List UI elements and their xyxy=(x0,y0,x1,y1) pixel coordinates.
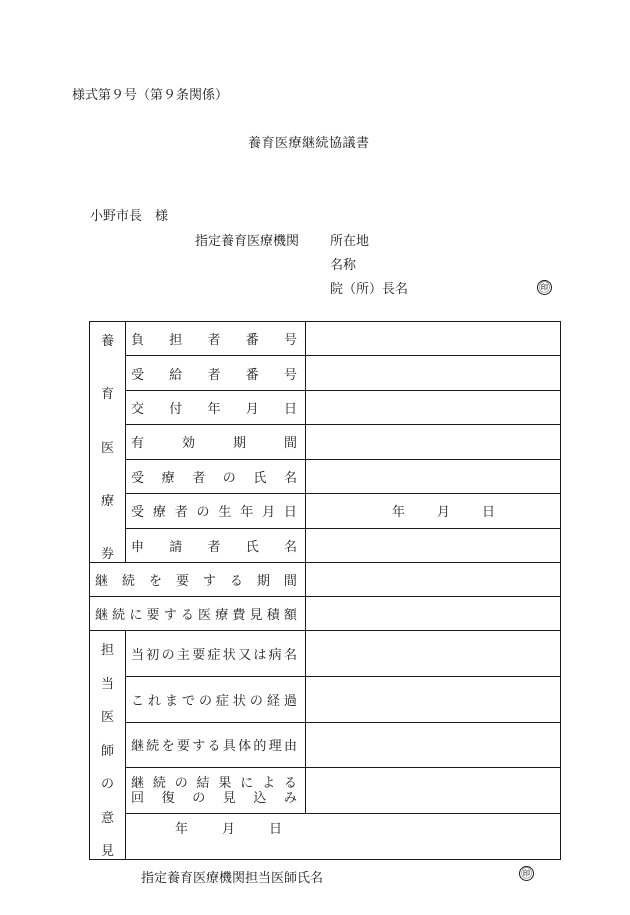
patient-name-field[interactable] xyxy=(306,459,561,493)
address-label: 所在地 xyxy=(330,234,370,249)
label-char: 氏 xyxy=(245,539,259,555)
burden-number-field[interactable] xyxy=(306,322,561,356)
valid-period-field[interactable] xyxy=(306,425,561,459)
voucher-group-label xyxy=(90,322,126,563)
addressee: 小野市長 様 xyxy=(90,209,169,224)
label-char: 体 xyxy=(238,739,252,755)
voucher-row-label xyxy=(126,459,306,493)
label-char: の xyxy=(174,775,188,791)
label-char: 病 xyxy=(268,647,282,663)
label-char: 者 xyxy=(207,539,221,555)
label-char: 続 xyxy=(146,739,160,755)
label-char: 氏 xyxy=(253,470,267,486)
label-char: 症 xyxy=(215,693,229,709)
label-char: の xyxy=(198,693,212,709)
label-char: 由 xyxy=(283,739,297,755)
institution-label: 指定養育医療機関 xyxy=(195,234,300,249)
label-char: よ xyxy=(262,775,276,791)
label-char: 継 xyxy=(131,775,145,791)
form-number: 様式第９号（第９条関係） xyxy=(72,88,229,103)
label-char: 継 xyxy=(95,574,109,589)
label-char: み xyxy=(283,790,297,806)
doctor-signature-area[interactable] xyxy=(126,814,561,887)
label-char: る xyxy=(180,608,194,623)
label-char: 有 xyxy=(131,436,145,452)
label-char: の xyxy=(249,693,263,709)
label-char: 療 xyxy=(100,493,114,509)
label-char: 号 xyxy=(283,367,297,383)
cost-estimate-field[interactable] xyxy=(306,597,561,631)
label-char: 続 xyxy=(121,574,135,589)
opinion-year-label: 年 xyxy=(175,822,189,838)
recovery-outlook-label xyxy=(126,768,306,814)
label-char: の xyxy=(161,647,175,663)
label-char: 経 xyxy=(266,693,280,709)
label-char: 当 xyxy=(131,647,145,663)
issue-date-field[interactable] xyxy=(306,390,561,424)
label-char: 期 xyxy=(232,436,246,452)
label-char: 状 xyxy=(222,647,236,663)
label-char: 日 xyxy=(283,505,297,521)
voucher-row-label xyxy=(126,528,306,562)
label-char: 要 xyxy=(175,574,189,589)
label-char: は xyxy=(253,647,267,663)
opinion-row-label xyxy=(126,631,306,677)
label-char: ま xyxy=(164,693,178,709)
label-char: 医 xyxy=(100,440,114,456)
birth-year-label: 年 xyxy=(391,505,405,521)
doctor-name-label: 指定養育医療機関担当医師氏名 xyxy=(141,871,324,887)
label-char: を xyxy=(148,574,162,589)
director-label: 院（所）長名 xyxy=(330,282,409,297)
recovery-outlook-field[interactable] xyxy=(306,768,561,814)
label-char: 初 xyxy=(146,647,160,663)
label-char: 者 xyxy=(174,505,188,521)
label-char: 見 xyxy=(249,608,263,623)
birth-day-label: 日 xyxy=(481,505,495,521)
opinion-row-label xyxy=(126,676,306,722)
doctor-seal-mark: ㊞ xyxy=(521,867,532,881)
label-char: 療 xyxy=(215,608,229,623)
label-char: 育 xyxy=(100,387,114,403)
label-char: 期 xyxy=(256,574,270,589)
label-char: の xyxy=(196,505,210,521)
label-char: 又 xyxy=(238,647,252,663)
document-title: 養育医療継続協議書 xyxy=(248,136,370,151)
label-char: 復 xyxy=(161,790,175,806)
label-char: 主 xyxy=(176,647,190,663)
label-char: 者 xyxy=(192,470,206,486)
label-char: に xyxy=(240,775,254,791)
patient-birthdate-field[interactable] xyxy=(306,494,561,528)
initial-symptoms-field[interactable] xyxy=(306,631,561,677)
label-char: る xyxy=(229,574,243,589)
voucher-row-label xyxy=(126,425,306,459)
continuation-period-label xyxy=(90,563,306,597)
label-char: に xyxy=(129,608,143,623)
label-char: れ xyxy=(147,693,161,709)
label-char: 付 xyxy=(169,402,183,418)
label-char: 受 xyxy=(131,470,145,486)
label-char: 月 xyxy=(245,402,259,418)
opinion-row-label xyxy=(126,722,306,768)
label-char: 状 xyxy=(232,693,246,709)
opinion-month-label: 月 xyxy=(222,822,236,838)
label-char: を xyxy=(161,739,175,755)
label-char: 効 xyxy=(181,436,195,452)
voucher-row-label xyxy=(126,356,306,390)
label-char: 者 xyxy=(207,367,221,383)
label-char: 交 xyxy=(131,402,145,418)
label-char: 担 xyxy=(169,333,183,349)
birth-month-label: 月 xyxy=(436,505,450,521)
label-char: 券 xyxy=(100,547,114,562)
label-char: 継 xyxy=(95,608,109,623)
label-char: 月 xyxy=(262,505,276,521)
seal-mark: ㊞ xyxy=(539,281,550,294)
opinion-group-label xyxy=(90,631,126,860)
label-char: 療 xyxy=(152,505,166,521)
label-char: 間 xyxy=(283,574,297,589)
label-char: 意 xyxy=(100,810,114,826)
label-char: 積 xyxy=(266,608,280,623)
label-char: 要 xyxy=(192,647,206,663)
continuation-reason-field[interactable] xyxy=(306,722,561,768)
label-char: 要 xyxy=(176,739,190,755)
label-char: 年 xyxy=(207,402,221,418)
label-char: の xyxy=(222,470,236,486)
label-char: 養 xyxy=(100,334,114,349)
label-char: 継 xyxy=(131,739,145,755)
label-char: 担 xyxy=(100,643,114,658)
label-char: 費 xyxy=(232,608,246,623)
applicant-name-field[interactable] xyxy=(306,528,561,562)
opinion-date xyxy=(175,818,316,837)
label-char: 果 xyxy=(218,775,232,791)
recipient-number-field[interactable] xyxy=(306,356,561,390)
label-char: 医 xyxy=(198,608,212,623)
label-char: 生 xyxy=(218,505,232,521)
label-char: 負 xyxy=(131,333,145,349)
label-char: す xyxy=(163,608,177,623)
label-char: の xyxy=(192,790,206,806)
label-char: 医 xyxy=(100,710,114,725)
label-char: 的 xyxy=(253,739,267,755)
label-char: す xyxy=(192,739,206,755)
label-char: 結 xyxy=(196,775,210,791)
voucher-row-label xyxy=(126,494,306,528)
label-char: 回 xyxy=(131,790,145,806)
cost-estimate-label xyxy=(90,597,306,631)
label-char: 者 xyxy=(207,333,221,349)
label-char: 具 xyxy=(222,739,236,755)
label-char: 請 xyxy=(169,539,183,555)
label-char: 間 xyxy=(283,436,297,452)
symptom-progress-field[interactable] xyxy=(306,676,561,722)
label-char: 名 xyxy=(283,539,297,555)
name-label: 名称 xyxy=(330,258,357,273)
label-char: 受 xyxy=(131,505,145,521)
label-char: 続 xyxy=(112,608,126,623)
label-char: こ xyxy=(131,693,145,709)
label-char: る xyxy=(283,775,297,791)
label-char: 名 xyxy=(283,647,297,663)
label-char: 療 xyxy=(161,470,175,486)
label-char: 理 xyxy=(268,739,282,755)
label-char: の xyxy=(100,777,114,792)
label-char: 番 xyxy=(245,333,259,349)
label-char: 続 xyxy=(152,775,166,791)
application-form-table xyxy=(89,321,561,887)
label-char: 名 xyxy=(283,470,297,486)
label-char: 番 xyxy=(245,367,259,383)
label-char: 見 xyxy=(100,844,114,859)
label-char: 見 xyxy=(222,790,236,806)
voucher-row-label xyxy=(126,390,306,424)
label-char: で xyxy=(181,693,195,709)
voucher-row-label xyxy=(126,322,306,356)
label-char: 当 xyxy=(100,676,114,692)
label-char: 額 xyxy=(283,608,297,623)
label-char: 年 xyxy=(240,505,254,521)
label-char: 給 xyxy=(169,367,183,383)
label-char: 日 xyxy=(283,402,297,418)
label-char: 受 xyxy=(131,367,145,383)
label-char: す xyxy=(202,574,216,589)
label-char: 込 xyxy=(253,790,267,806)
label-char: 要 xyxy=(146,608,160,623)
continuation-period-field[interactable] xyxy=(306,563,561,597)
label-char: る xyxy=(207,739,221,755)
label-char: 過 xyxy=(283,693,297,709)
opinion-day-label: 日 xyxy=(269,822,283,838)
label-char: 師 xyxy=(100,743,114,759)
label-char: 症 xyxy=(207,647,221,663)
label-char: 号 xyxy=(283,333,297,349)
label-char: 申 xyxy=(131,539,145,555)
